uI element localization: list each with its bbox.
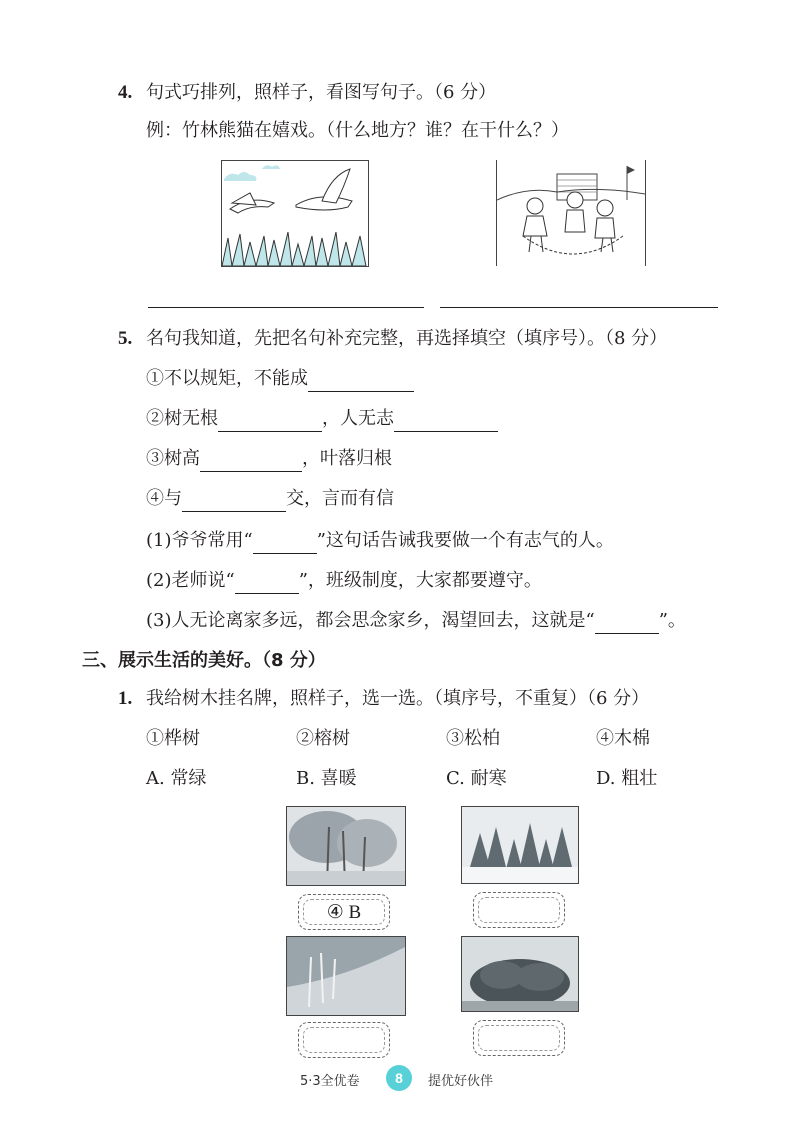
q4-answer-line-1[interactable]	[148, 307, 424, 308]
pine-name-tag[interactable]	[473, 892, 565, 928]
q5-item-4-blank[interactable]	[182, 491, 286, 512]
children-picture	[496, 160, 646, 266]
q4-number: 4.	[118, 82, 133, 103]
q5-item-4	[146, 486, 394, 512]
geese-picture	[221, 160, 369, 267]
q5-item-2-text-b: ，人无志	[322, 408, 394, 429]
q5-fill-1-text-a: (1)爷爷常用“	[146, 530, 253, 551]
q5-fill-3-text-b: ”。	[658, 610, 686, 631]
q5-item-2-blank-b[interactable]	[394, 411, 498, 432]
pine-photo	[461, 806, 579, 884]
tree-option-3: ③松柏	[446, 728, 500, 749]
trait-option-c: C. 耐寒	[446, 768, 507, 789]
banyan-photo	[461, 936, 579, 1012]
q5-title: 名句我知道，先把名句补充完整，再选择填空（填序号）。（8 分）	[145, 328, 668, 349]
q5-item-1-blank[interactable]	[308, 371, 414, 392]
banyan-name-tag-inner	[478, 1025, 560, 1051]
q5-fill-2-blank[interactable]	[235, 573, 299, 594]
q4-heading	[118, 80, 496, 106]
trait-option-d: D. 粗壮	[596, 768, 658, 789]
q5-item-1-text: ①不以规矩，不能成	[146, 368, 308, 389]
footer-series-name: 5·3全优卷	[300, 1074, 360, 1089]
q5-fill-3-blank[interactable]	[595, 613, 659, 634]
q5-fill-2	[146, 568, 542, 594]
cotton-tree-name-tag-inner	[303, 1027, 385, 1053]
s3-q1-heading	[118, 686, 649, 712]
q4-title: 句式巧排列，照样子，看图写句子。（6 分）	[145, 82, 497, 103]
q5-item-3-text-b: ，叶落归根	[302, 448, 392, 469]
q5-fill-1-text-b: ”这句话告诫我要做一个有志气的人。	[316, 530, 614, 551]
q5-heading	[118, 326, 667, 352]
tree-option-4: ④木棉	[596, 728, 650, 749]
cotton-tree-photo	[286, 936, 406, 1016]
q5-item-2-text-a: ②树无根	[146, 408, 218, 429]
tree-option-2: ②榕树	[296, 728, 350, 749]
q4-example: 例：竹林熊猫在嬉戏。（什么地方？谁？在干什么？）	[146, 120, 569, 141]
tree-option-1: ①桦树	[146, 728, 200, 749]
page-number: 8	[386, 1065, 412, 1091]
cotton-tree-name-tag[interactable]	[298, 1022, 390, 1058]
section-3-title: 三、展示生活的美好。（8 分）	[82, 650, 326, 671]
q5-item-2-blank-a[interactable]	[218, 411, 322, 432]
q5-fill-2-text-a: (2)老师说“	[146, 570, 235, 591]
q5-fill-3	[146, 608, 686, 634]
footer-slogan: 提优好伙伴	[428, 1074, 494, 1089]
q5-item-3-text-a: ③树高	[146, 448, 200, 469]
q5-number: 5.	[118, 328, 133, 349]
q5-fill-3-text-a: (3)人无论离家多远，都会思念家乡，渴望回去，这就是“	[146, 610, 595, 631]
banyan-name-tag[interactable]	[473, 1020, 565, 1056]
q5-fill-1-blank[interactable]	[253, 533, 317, 554]
birch-photo	[286, 806, 406, 886]
q5-item-3-blank[interactable]	[200, 451, 302, 472]
q5-item-4-text-b: 交，言而有信	[286, 488, 394, 509]
s3-q1-title: 我给树木挂名牌，照样子，选一选。（填序号，不重复）（6 分）	[145, 688, 650, 709]
q5-item-2	[146, 406, 498, 432]
q5-item-1	[146, 366, 414, 392]
q4-answer-line-2[interactable]	[440, 307, 718, 308]
birch-name-tag-answer: ④ B	[303, 899, 385, 925]
birch-name-tag[interactable]	[298, 894, 390, 930]
q5-fill-1	[146, 528, 614, 554]
q5-item-3	[146, 446, 392, 472]
pine-name-tag-inner	[478, 897, 560, 923]
q5-fill-2-text-b: ”，班级制度，大家都要遵守。	[298, 570, 542, 591]
q5-item-4-text-a: ④与	[146, 488, 182, 509]
s3-q1-number: 1.	[118, 688, 133, 709]
trait-option-a: A. 常绿	[146, 768, 207, 789]
trait-option-b: B. 喜暖	[296, 768, 357, 789]
